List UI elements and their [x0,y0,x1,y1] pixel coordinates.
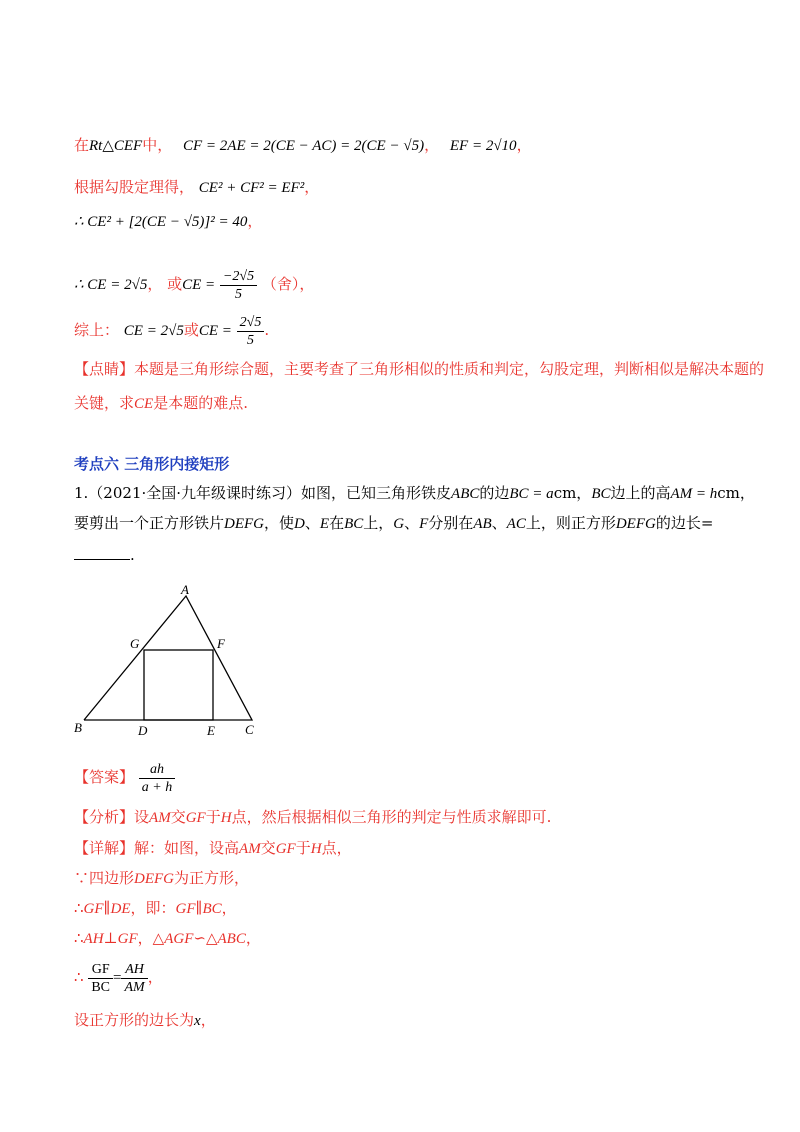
comma: ， [147,968,163,986]
question-text: 在 [329,514,345,532]
point-f: F [419,516,429,532]
side-bc: BC [344,516,364,532]
unit-cm: cm， [717,484,755,502]
equation-ce-lhs: CE = [198,323,232,339]
segment-gf: GF [117,931,138,947]
text-or: 或 [183,321,199,339]
segment-gf: GF [185,810,206,826]
analysis-tag: 【分析】 [74,808,135,826]
text-pythagoras: 根据勾股定理得， [74,178,195,196]
point-e: E [319,516,330,532]
triangle-figure [70,580,270,745]
text-rejected: （舍）， [261,275,315,293]
square-defg: DEFG [134,871,175,887]
segment-gf: GF [83,901,104,917]
step-text: 设正方形的边长为 [74,1011,195,1029]
point-h: H [310,841,322,857]
answer-blank [74,545,130,560]
equation-ce-final: CE = 2√5 [123,323,184,339]
analysis-line [74,807,551,828]
detail-text: 解：如图，设高 [134,839,240,857]
separator: 、 [304,514,320,532]
text-or: 或 [167,275,183,293]
section-title: 考点六 三角形内接矩形 [74,455,230,473]
question-text: 上， [363,514,394,532]
similar-symbol: ∽ [193,929,206,947]
triangle-abc: △ABC [205,931,246,947]
analysis-text: 交 [170,808,186,826]
comma: ， [200,1011,216,1029]
period: . [130,546,135,564]
text-summary: 综上： [74,321,120,339]
answer-tag: 【答案】 [74,768,135,786]
fraction-denominator: a + h [141,779,173,795]
fraction-numerator: 2√5 [237,314,265,332]
detail-text: 点， [321,839,352,857]
analysis-text: 于 [205,808,221,826]
question-line-1 [74,483,755,504]
comma: ， [137,929,153,947]
fraction-numerator: GF [88,961,113,979]
step-text: 为正方形， [174,869,250,887]
equals-sign: = [113,970,122,986]
proof-line-2 [74,177,319,198]
ce-label: CE [134,396,154,412]
comma: ， [245,929,261,947]
side-bc: BC [591,486,611,502]
perpendicular-symbol: ⊥ [103,929,118,947]
label-b: B [74,720,82,735]
equation-ce-solution: ∴ CE = 2√5 [74,277,148,293]
fraction-denominator: BC [91,979,111,995]
parallel-symbol: ∥ [195,899,203,917]
comment-text: 本题是三角形综合题，主要考查了三角形相似的性质和判定，勾股定理，判断相似是解决本题的 [134,360,765,378]
fraction-denominator: 5 [247,332,255,348]
step-3 [74,928,261,949]
label-c: C [245,722,254,737]
square-defg: DEFG [615,516,656,532]
question-text: 边上的高 [610,484,671,502]
label-e: E [207,723,215,738]
point-g: G [393,516,405,532]
question-text: 要剪出一个正方形铁片 [74,514,225,532]
detail-line [74,838,352,859]
text-prefix: 在 [74,136,90,154]
therefore-symbol: ∴ [74,899,84,917]
rt-triangle-label: Rt△CEF [89,138,143,154]
question-text: 上，则正方形 [525,514,616,532]
ratio-ah-am [121,961,147,996]
question-text: 的边 [479,484,510,502]
answer-line [74,755,175,799]
parallel-symbol: ∥ [103,899,111,917]
answer-fraction [139,761,175,796]
fraction-numerator: ah [139,761,175,779]
segment-am: AM [239,841,261,857]
square-defg-shape [144,650,213,720]
point-h: H [220,810,232,826]
unit-cm: cm， [553,484,592,502]
comma: ， [424,136,440,154]
step-text: ∵四边形 [74,869,135,887]
square-defg: DEFG [224,516,265,532]
therefore-symbol: ∴ [74,929,84,947]
point-d: D [294,516,305,532]
text-mid: 中， [142,136,173,154]
segment-de: DE [110,901,131,917]
step-2 [74,898,237,919]
triangle-agf: △AGF [152,931,194,947]
analysis-text: 设 [134,808,150,826]
question-line-3 [74,545,135,565]
equation-cf: CF = 2AE = 2(CE − AC) = 2(CE − √5) [183,138,425,154]
comment-line-2 [74,393,248,414]
question-text: 1.（2021·全国·九年级课时练习）如图，已知三角形铁皮 [74,484,452,502]
variable-x: x [194,1013,201,1029]
comment-text: 是本题的难点. [153,394,248,412]
comma: ， [221,899,237,917]
comma: ， [147,275,163,293]
fraction-numerator: AH [121,961,147,979]
label-g: G [130,636,140,651]
period: . [264,321,270,339]
detail-text: 交 [260,839,276,857]
proof-line-4 [74,262,314,307]
analysis-text: 点，然后根据相似三角形的判定与性质求解即可. [231,808,552,826]
step-4 [74,955,163,1000]
therefore-symbol: ∴ [74,968,84,986]
detail-text: 于 [295,839,311,857]
side-ac: AC [506,516,526,532]
proof-line-1 [74,135,532,156]
question-text: 的边长= [655,514,714,532]
proof-line-5 [74,308,269,353]
equation-substitution: ∴ CE² + [2(CE − √5)]² = 40 [74,214,248,230]
comment-text: 关键，求 [74,394,135,412]
segment-bc: BC [202,901,222,917]
fraction-denominator: AM [124,979,145,995]
question-text: ，使 [264,514,295,532]
triangle-abc-shape [84,596,252,720]
comma: ， [247,212,263,230]
separator: 、 [404,514,420,532]
question-text: 分别在 [428,514,474,532]
segment-gf: GF [175,901,196,917]
question-line-2 [74,513,713,534]
label-d: D [138,723,148,738]
segment-am: AM [149,810,171,826]
segment-ah: AH [83,931,104,947]
comment-tag: 【点睛】 [74,360,135,378]
comma: ， [516,136,532,154]
equation-ef: EF = 2√10 [449,138,517,154]
comma: ， [304,178,320,196]
equation-am: AM = h [670,486,718,502]
equation-pythagoras: CE² + CF² = EF² [198,180,305,196]
step-5 [74,1010,216,1031]
proof-line-3 [74,211,262,232]
label-f: F [217,636,225,651]
segment-gf: GF [275,841,296,857]
fraction-denominator: 5 [235,286,243,302]
comment-line-1 [74,359,764,379]
fraction-negative-solution [220,268,257,303]
separator: 、 [491,514,507,532]
detail-tag: 【详解】 [74,839,135,857]
equation-ce-lhs: CE = [182,277,216,293]
step-1 [74,868,249,889]
step-text: ，即： [130,899,176,917]
equation-bc: BC = a [509,486,554,502]
side-ab: AB [473,516,492,532]
fraction-positive-solution [237,314,265,349]
label-a: A [181,582,189,597]
triangle-abc: ABC [451,486,480,502]
ratio-gf-bc [88,961,113,996]
fraction-numerator: −2√5 [220,268,257,286]
